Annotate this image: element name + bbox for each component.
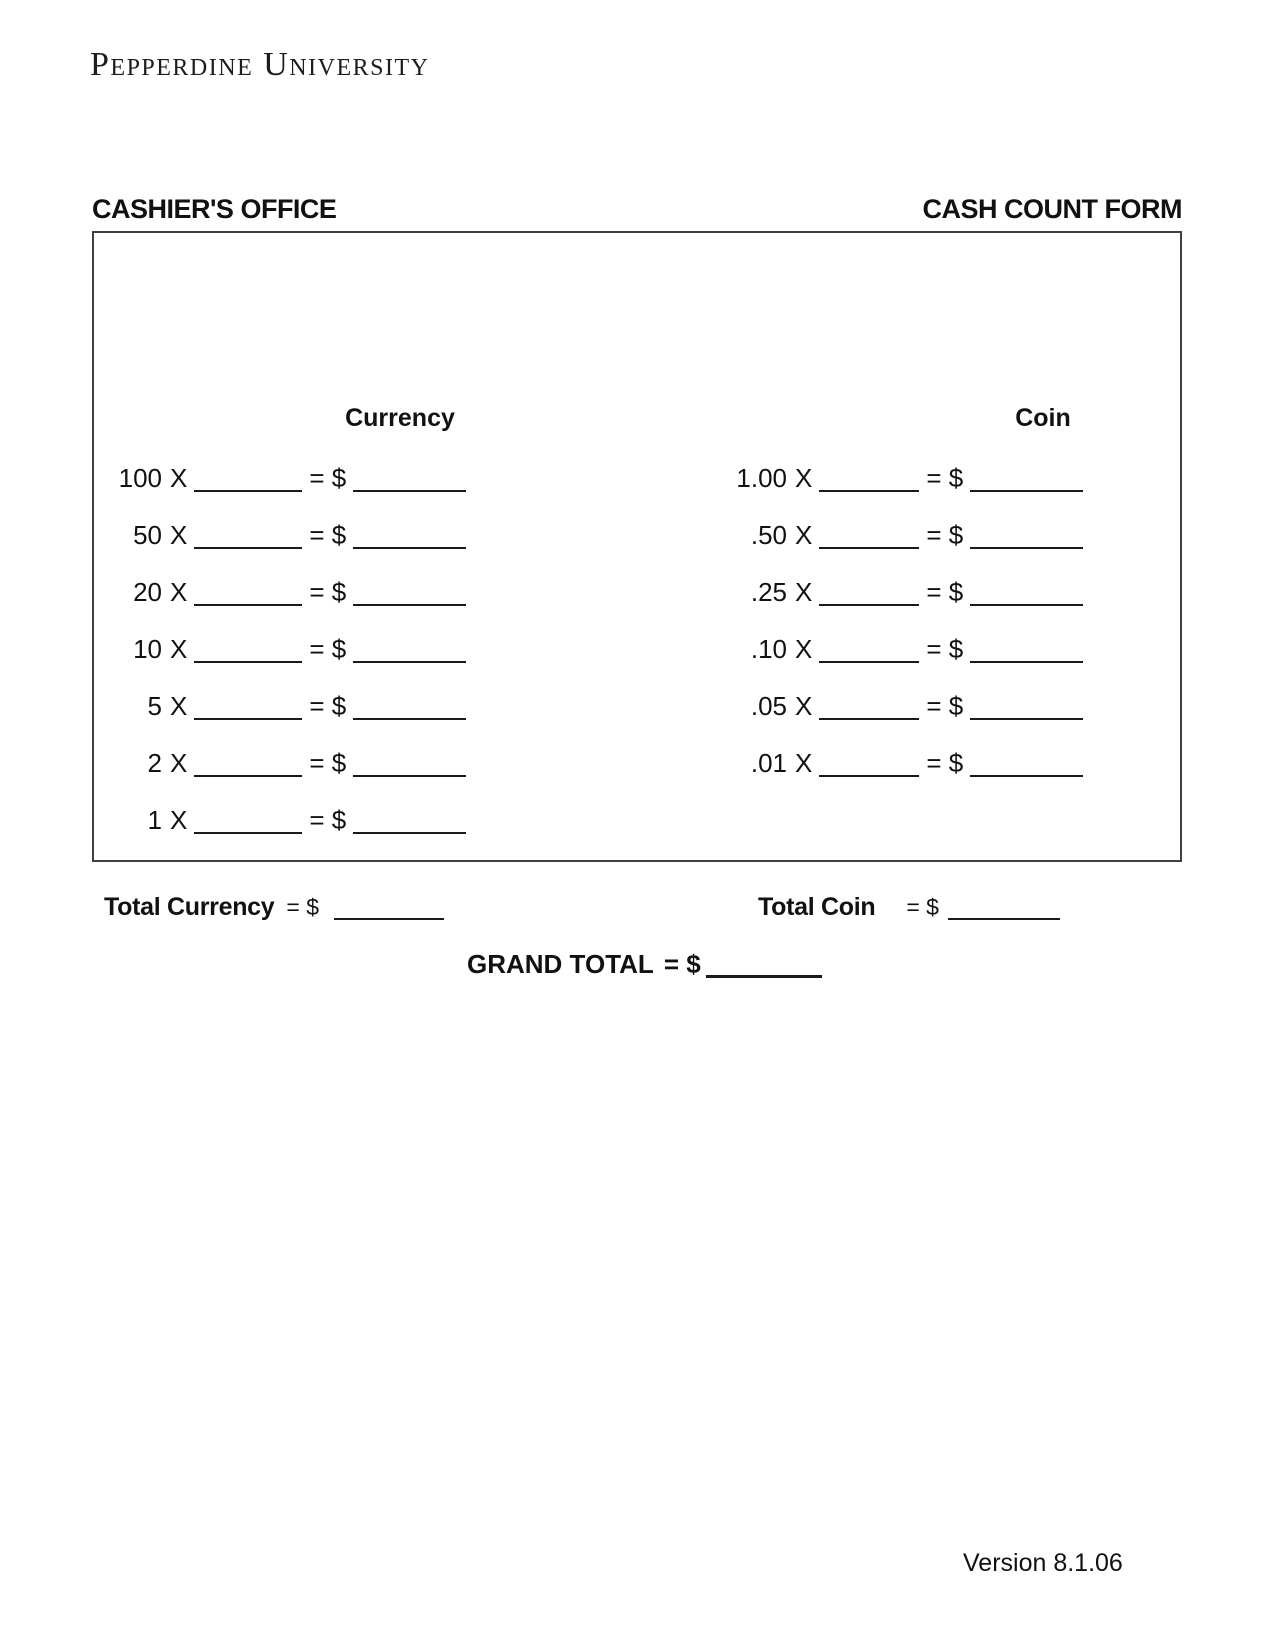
multiply-symbol: X	[170, 748, 188, 778]
equals-dollar-label: = $	[926, 748, 964, 778]
count-blank-line	[194, 661, 302, 663]
count-blank-line	[194, 547, 302, 549]
count-blank-line	[819, 775, 919, 777]
multiply-symbol: X	[170, 805, 188, 835]
multiply-symbol: X	[795, 520, 813, 550]
denomination-label: .50	[750, 520, 787, 550]
grand-total-row	[467, 949, 822, 980]
equals-dollar-label: = $	[663, 949, 701, 979]
cashiers-office-heading: CASHIER'S OFFICE	[92, 194, 337, 224]
denomination-label: 100	[118, 463, 162, 493]
equals-dollar-label: = $	[906, 894, 939, 920]
denomination-label: 1	[147, 805, 162, 835]
denomination-label: .10	[750, 634, 787, 664]
multiply-symbol: X	[170, 520, 188, 550]
version-label: Version 8.1.06	[963, 1549, 1123, 1577]
multiply-symbol: X	[795, 691, 813, 721]
multiply-symbol: X	[795, 748, 813, 778]
currency-row-2	[104, 748, 466, 779]
coin-column-heading: Coin	[1015, 404, 1071, 432]
pepperdine-university-logo: Pepperdine University	[90, 46, 430, 83]
currency-row-1	[104, 805, 466, 836]
amount-blank-line	[353, 775, 466, 777]
currency-row-50	[104, 520, 466, 551]
denomination-label: .25	[750, 577, 787, 607]
currency-row-20	[104, 577, 466, 608]
denomination-label: 5	[147, 691, 162, 721]
denomination-label: 1.00	[736, 463, 787, 493]
count-blank-line	[819, 547, 919, 549]
equals-dollar-label: = $	[309, 634, 347, 664]
count-blank-line	[819, 718, 919, 720]
amount-blank-line	[353, 547, 466, 549]
equals-dollar-label: = $	[926, 634, 964, 664]
total-currency-blank-line	[334, 918, 444, 920]
equals-dollar-label: = $	[926, 520, 964, 550]
count-blank-line	[819, 490, 919, 492]
equals-dollar-label: = $	[309, 520, 347, 550]
total-coin-label: Total Coin	[758, 893, 876, 921]
equals-dollar-label: = $	[926, 577, 964, 607]
cash-count-form-heading: CASH COUNT FORM	[922, 194, 1182, 224]
equals-dollar-label: = $	[926, 463, 964, 493]
count-blank-line	[194, 775, 302, 777]
equals-dollar-label: = $	[309, 463, 347, 493]
denomination-label: 10	[133, 634, 162, 664]
amount-blank-line	[353, 490, 466, 492]
count-blank-line	[819, 604, 919, 606]
coin-row-25	[727, 577, 1083, 608]
coin-row-05	[727, 691, 1083, 722]
total-coin-blank-line	[948, 918, 1060, 920]
coin-row-50	[727, 520, 1083, 551]
total-currency-label: Total Currency	[104, 893, 275, 921]
amount-blank-line	[970, 661, 1083, 663]
denomination-label: 20	[133, 577, 162, 607]
equals-dollar-label: = $	[926, 691, 964, 721]
count-blank-line	[194, 832, 302, 834]
amount-blank-line	[353, 661, 466, 663]
grand-total-blank-line	[706, 975, 822, 978]
currency-column-heading: Currency	[345, 404, 455, 432]
amount-blank-line	[970, 775, 1083, 777]
equals-dollar-label: = $	[309, 805, 347, 835]
denomination-label: .01	[750, 748, 787, 778]
coin-row-1-00	[727, 463, 1083, 494]
coin-row-10	[727, 634, 1083, 665]
total-currency-row	[104, 893, 444, 922]
count-blank-line	[194, 718, 302, 720]
multiply-symbol: X	[170, 577, 188, 607]
multiply-symbol: X	[795, 577, 813, 607]
amount-blank-line	[353, 718, 466, 720]
currency-row-5	[104, 691, 466, 722]
count-blank-line	[194, 604, 302, 606]
equals-dollar-label: = $	[286, 894, 319, 920]
amount-blank-line	[353, 604, 466, 606]
equals-dollar-label: = $	[309, 577, 347, 607]
amount-blank-line	[970, 547, 1083, 549]
currency-row-10	[104, 634, 466, 665]
count-blank-line	[819, 661, 919, 663]
denomination-label: 2	[147, 748, 162, 778]
amount-blank-line	[970, 718, 1083, 720]
multiply-symbol: X	[170, 634, 188, 664]
amount-blank-line	[970, 604, 1083, 606]
currency-row-100	[104, 463, 466, 494]
count-blank-line	[194, 490, 302, 492]
equals-dollar-label: = $	[309, 691, 347, 721]
multiply-symbol: X	[170, 691, 188, 721]
coin-row-01	[727, 748, 1083, 779]
denomination-label: .05	[750, 691, 787, 721]
multiply-symbol: X	[795, 463, 813, 493]
grand-total-label: GRAND TOTAL	[467, 949, 654, 979]
denomination-label: 50	[133, 520, 162, 550]
amount-blank-line	[353, 832, 466, 834]
total-coin-row	[758, 893, 1060, 922]
amount-blank-line	[970, 490, 1083, 492]
multiply-symbol: X	[795, 634, 813, 664]
equals-dollar-label: = $	[309, 748, 347, 778]
multiply-symbol: X	[170, 463, 188, 493]
